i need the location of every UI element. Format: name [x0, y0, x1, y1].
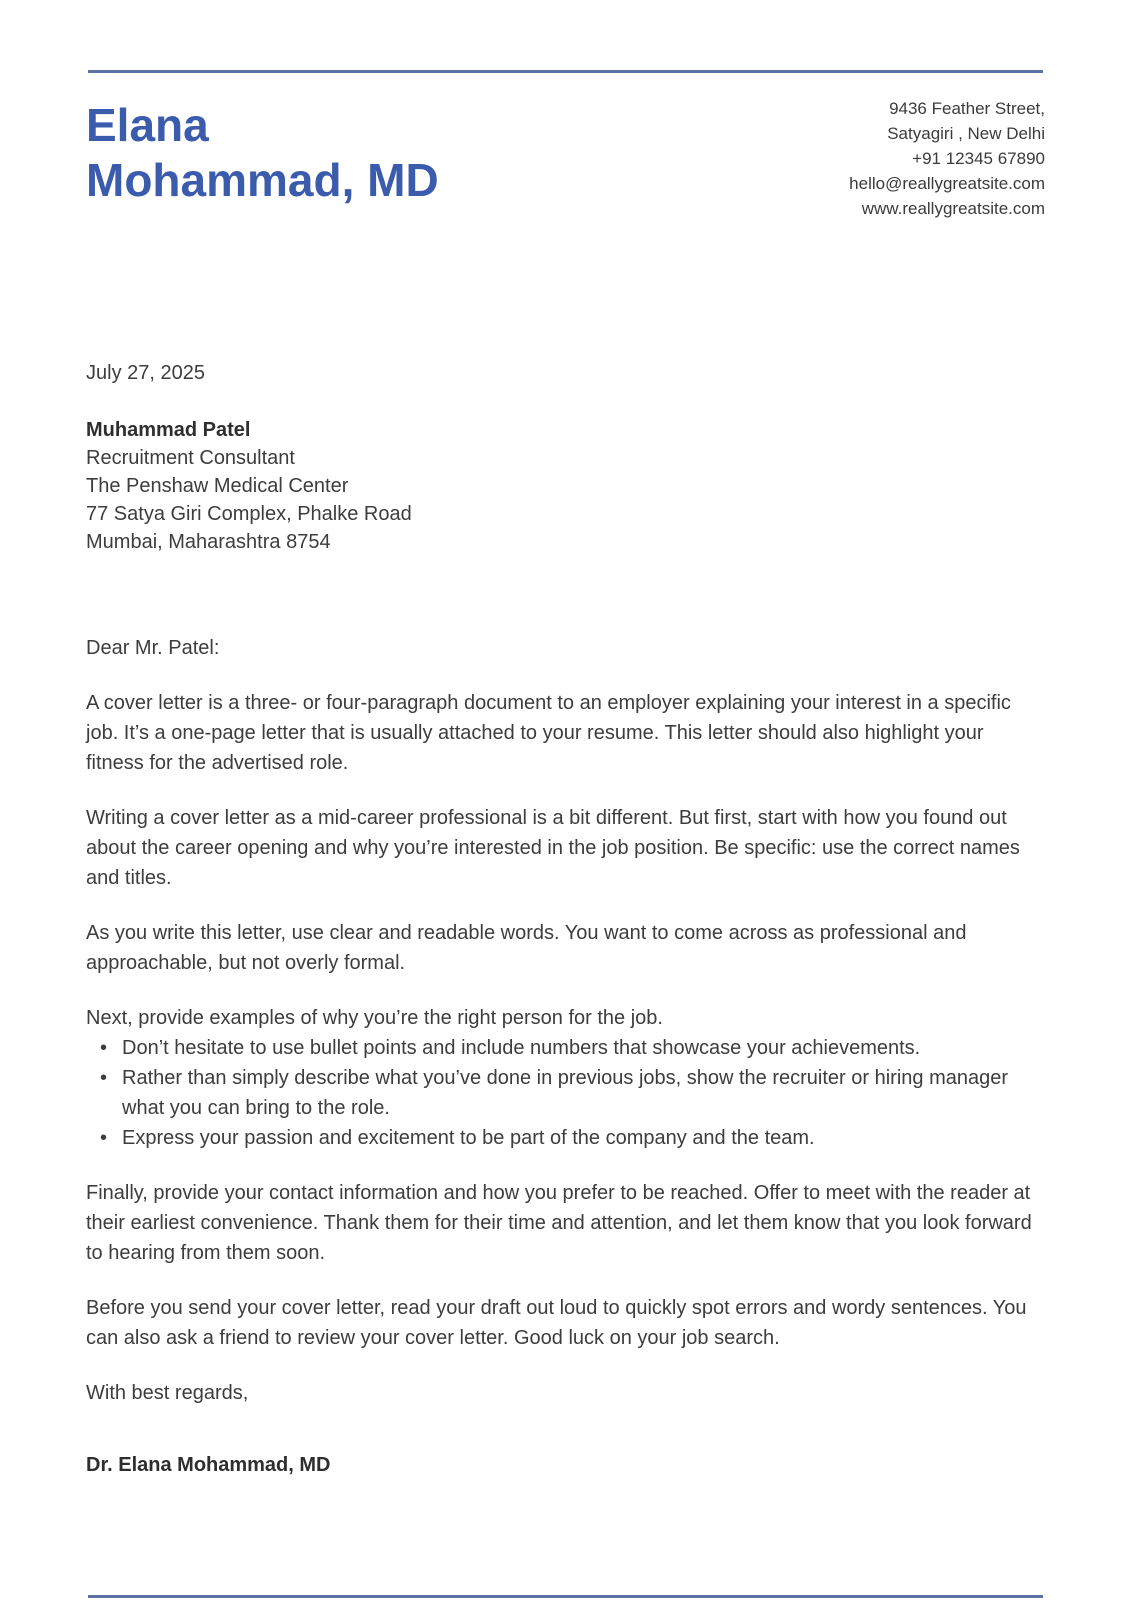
letter-body	[86, 633, 1036, 1480]
paragraph-5: Before you send your cover letter, read your draft out loud to quickly spot errors and wordy sentences. You can also ask a friend to review your cover letter. Good luck on your job search.	[86, 1297, 1027, 1349]
sender-name	[86, 98, 439, 208]
recipient-organization: The Penshaw Medical Center	[86, 475, 349, 497]
contact-city: Satyagiri , New Delhi	[887, 124, 1045, 143]
sender-name-line2: Mohammad, MD	[86, 154, 439, 206]
letter-date: July 27, 2025	[86, 362, 205, 384]
bullet-item-2: • Rather than simply describe what you’ve done in previous jobs, show the recruiter or hiring manager what you can bring to the role.	[86, 1063, 1036, 1123]
signature-name: Dr. Elana Mohammad, MD	[86, 1454, 331, 1476]
bullet-item-3: • Express your passion and excitement to be part of the company and the team.	[86, 1123, 1036, 1153]
bullet-list	[86, 1033, 1036, 1153]
contact-phone: +91 12345 67890	[912, 149, 1045, 168]
paragraph-3: As you write this letter, use clear and readable words. You want to come across as professional and approachable, but not overly formal.	[86, 922, 967, 974]
contact-street: 9436 Feather Street,	[889, 99, 1045, 118]
contact-email: hello@reallygreatsite.com	[849, 174, 1045, 193]
contact-website: www.reallygreatsite.com	[861, 199, 1045, 218]
valediction: With best regards,	[86, 1382, 249, 1404]
greeting: Dear Mr. Patel:	[86, 637, 220, 659]
letterhead	[86, 94, 1045, 221]
paragraph-2: Writing a cover letter as a mid-career professional is a bit different. But first, start with how you found out about the career opening and why you’re interested in the job position. Be specific: use the correct names and titles.	[86, 807, 1020, 889]
bullet-intro: Next, provide examples of why you’re the right person for the job.	[86, 1007, 663, 1029]
recipient-address-2: Mumbai, Maharashtra 8754	[86, 531, 331, 553]
sender-name-line1: Elana	[86, 99, 209, 151]
top-divider-line	[88, 70, 1043, 73]
recipient-address-1: 77 Satya Giri Complex, Phalke Road	[86, 503, 412, 525]
recipient-name: Muhammad Patel	[86, 419, 251, 441]
recipient-title: Recruitment Consultant	[86, 447, 295, 469]
bottom-divider-line	[88, 1595, 1043, 1598]
paragraph-4: Finally, provide your contact information and how you prefer to be reached. Offer to meet with the reader at their earliest convenience. Thank them for their time and attention, and let them know that you look forward to hearing from them soon.	[86, 1182, 1032, 1264]
recipient-block	[86, 416, 412, 556]
contact-info	[849, 94, 1045, 221]
bullet-item-1: • Don’t hesitate to use bullet points and include numbers that showcase your achievements.	[86, 1033, 1036, 1063]
paragraph-1: A cover letter is a three- or four-paragraph document to an employer explaining your interest in a specific job. It’s a one-page letter that is usually attached to your resume. This letter should also highlight your fitness for the advertised role.	[86, 692, 1011, 774]
